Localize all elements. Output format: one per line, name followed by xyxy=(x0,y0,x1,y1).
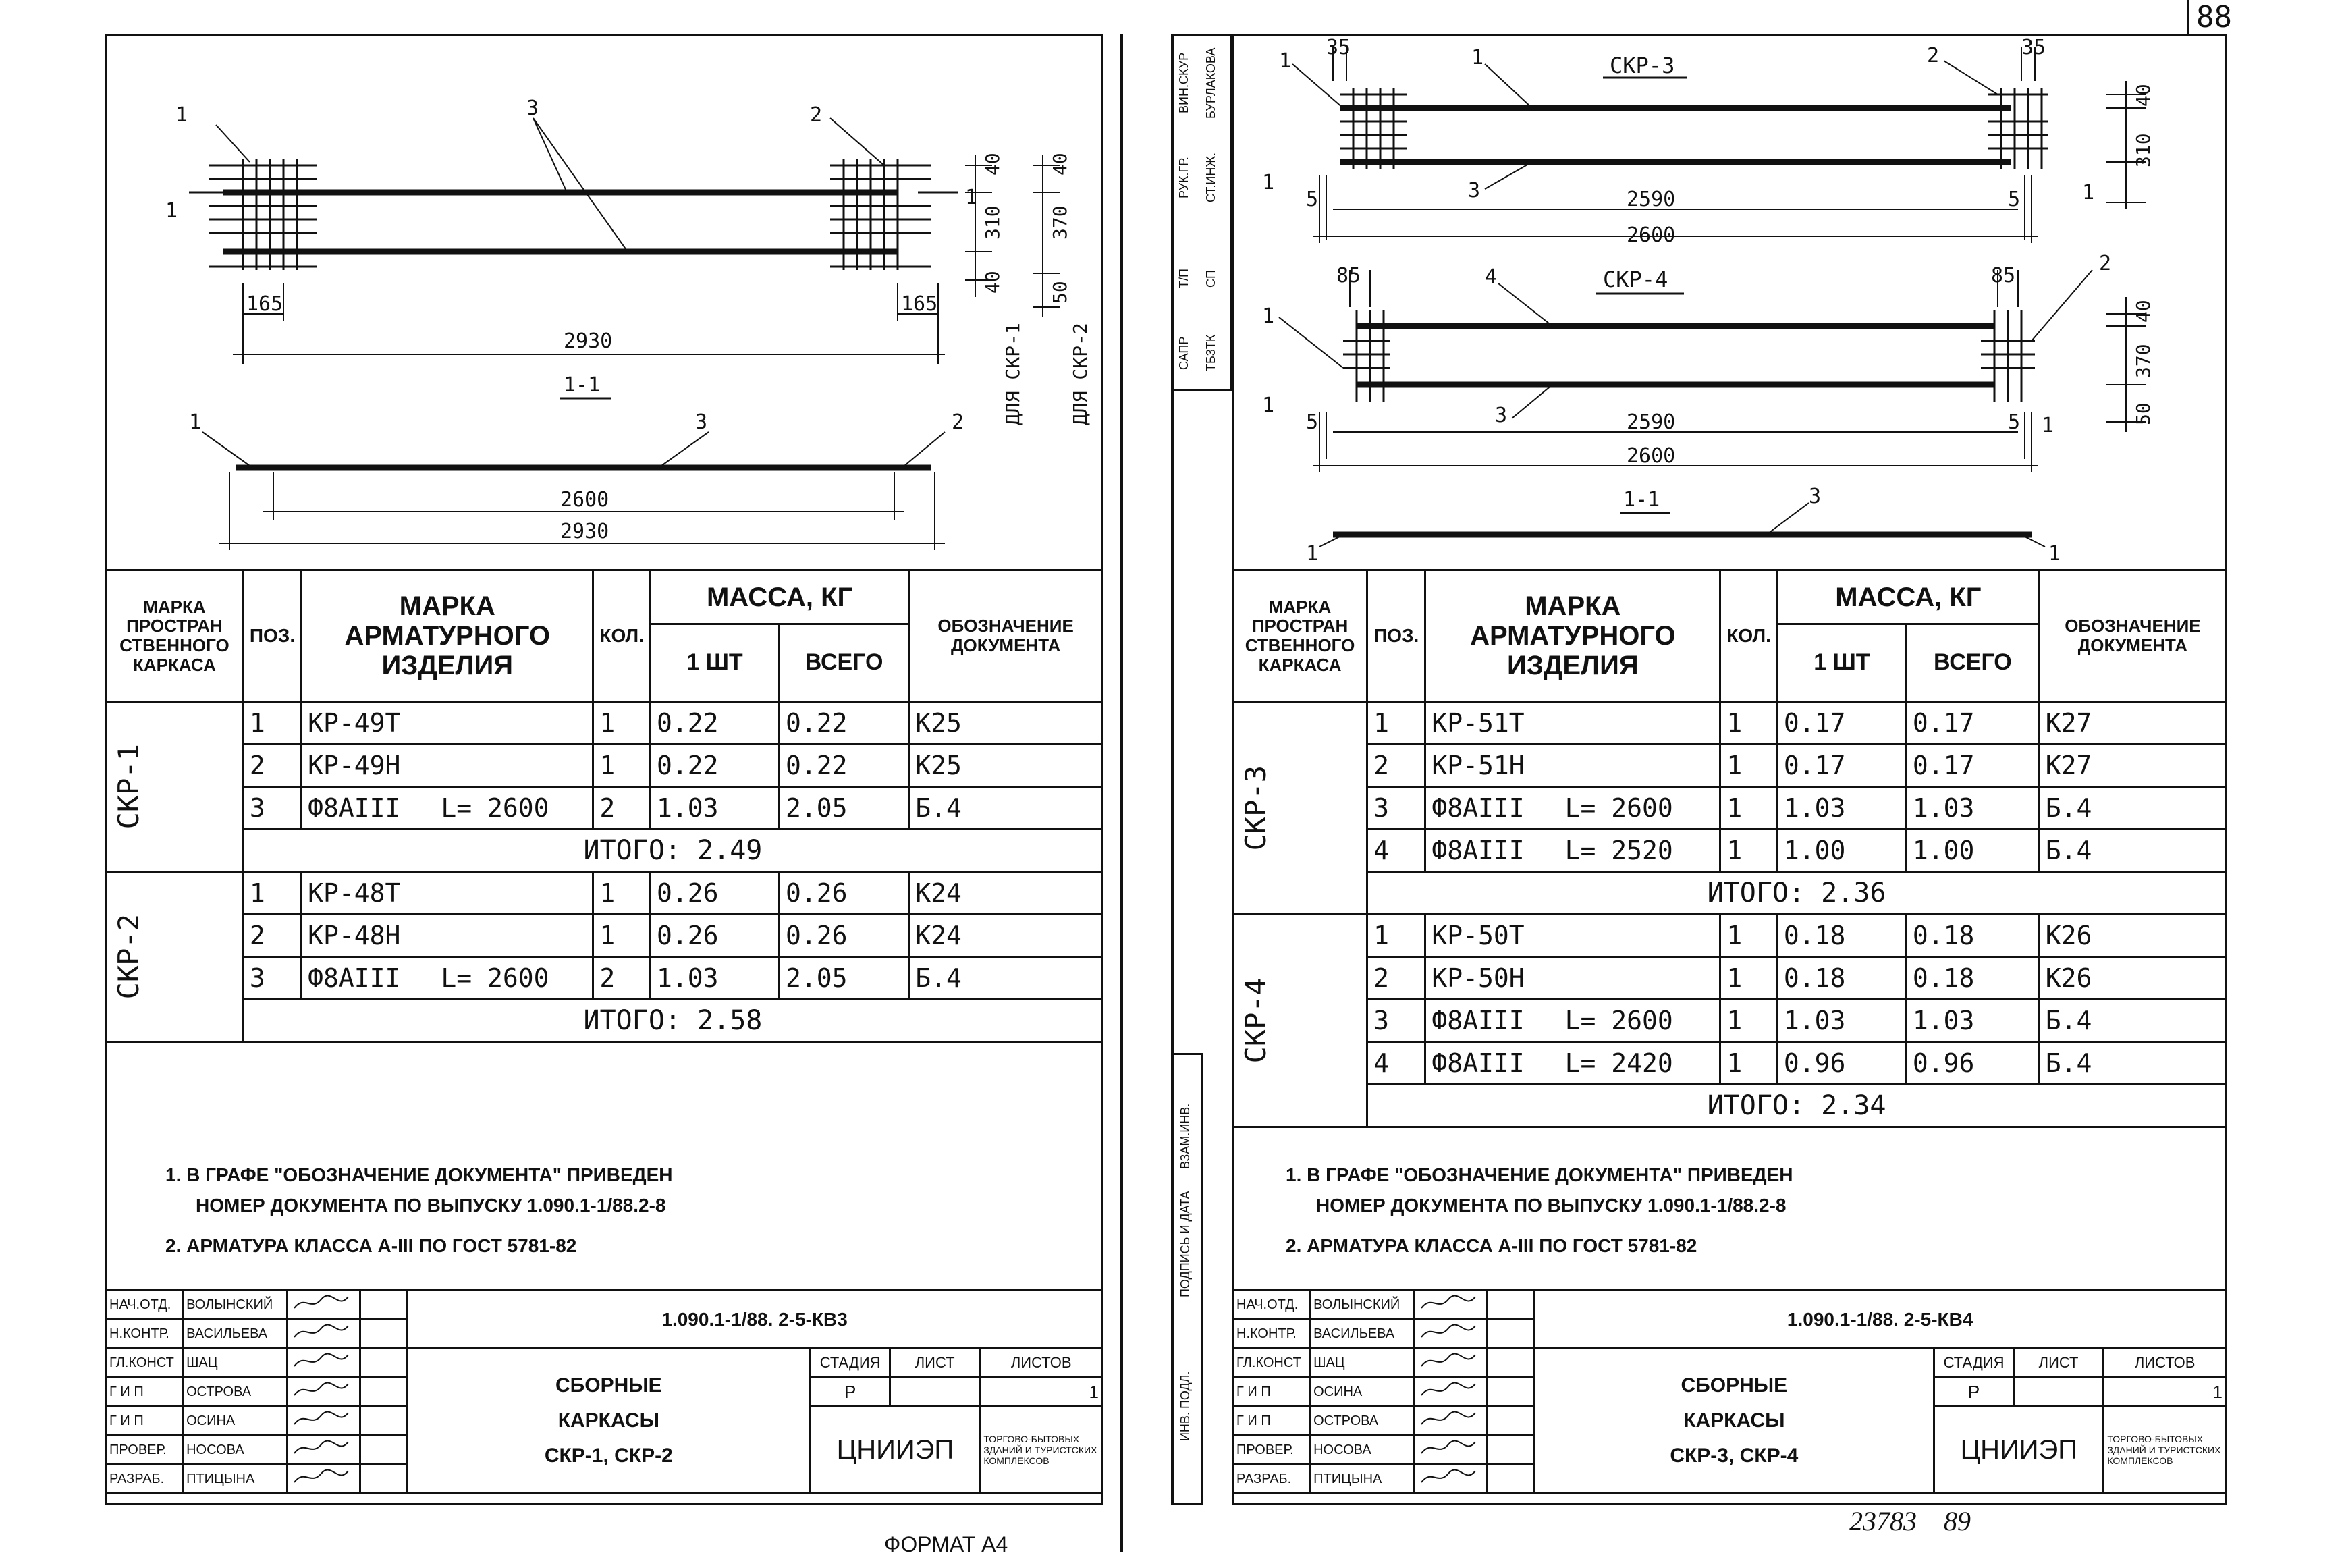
date-cell xyxy=(1487,1378,1533,1407)
skr3-c1a: 1 xyxy=(1279,49,1292,73)
doc-cell: Б.4 xyxy=(909,957,1103,1000)
qty-cell: 2 xyxy=(593,957,651,1000)
sec-dim-2600: 2600 xyxy=(560,488,609,512)
frame-mark-text: СКР-1 xyxy=(112,744,145,830)
title-skr3: СКР-3 xyxy=(1610,53,1675,78)
group-total: ИТОГО: 2.36 xyxy=(1367,872,2227,915)
stamp-role: НАЧ.ОТД. xyxy=(1233,1291,1310,1320)
approval-label: РУК.ГР. xyxy=(1177,157,1191,198)
signature xyxy=(1415,1407,1488,1436)
stamp-row xyxy=(1233,1349,2227,1378)
total-mass-cell: 0.26 xyxy=(780,872,909,915)
stamp-name: ПТИЦЫНА xyxy=(1310,1465,1415,1494)
total-mass-cell: 0.96 xyxy=(1906,1042,2039,1085)
doc-cell: Б.4 xyxy=(2039,787,2226,830)
skr3-d5b: 5 xyxy=(2008,188,2021,211)
qty-cell: 1 xyxy=(593,702,651,745)
stamp-role: ПРОВЕР. xyxy=(1233,1436,1310,1465)
approval-label: СТ.ИНЖ. xyxy=(1204,153,1218,202)
total-mass-cell: 1.03 xyxy=(1906,1000,2039,1042)
skr3-d35b: 35 xyxy=(2021,36,2046,59)
length-text: L= 2520 xyxy=(1564,836,1673,865)
skr4-c2: 2 xyxy=(2099,252,2112,275)
date-cell xyxy=(1487,1291,1533,1320)
skr4-d2590: 2590 xyxy=(1627,410,1676,434)
spec-row xyxy=(1233,745,2227,787)
skr3-c2a: 2 xyxy=(1927,44,1940,67)
stamp-role: Г И П xyxy=(1233,1378,1310,1407)
approval-label: БУРЛАКОВА xyxy=(1204,47,1218,119)
doc-cell: Б.4 xyxy=(909,787,1103,830)
pos-cell: 2 xyxy=(1367,745,1425,787)
skr3-d310: 310 xyxy=(2132,133,2154,167)
qty-cell: 1 xyxy=(1720,957,1778,1000)
group-total: ИТОГО: 2.58 xyxy=(243,1000,1102,1042)
document-code: 1.090.1-1/88. 2-5-КВ4 xyxy=(1534,1291,2227,1349)
unit-mass-cell: 0.17 xyxy=(1777,702,1906,745)
qty-cell: 1 xyxy=(1720,1000,1778,1042)
pos-cell: 1 xyxy=(243,702,301,745)
label-for-skr2: ДЛЯ СКР-2 xyxy=(1069,323,1091,425)
frame-mark-text: СКР-4 xyxy=(1239,977,1272,1064)
unit-mass-cell: 0.96 xyxy=(1777,1042,1906,1085)
spec-row xyxy=(1233,830,2227,872)
qty-cell: 1 xyxy=(1720,745,1778,787)
unit-mass-cell: 0.22 xyxy=(650,745,779,787)
skr4-d85a: 85 xyxy=(1336,264,1361,288)
pos-cell: 2 xyxy=(1367,957,1425,1000)
stamp-name: ВАСИЛЬЕВА xyxy=(183,1320,288,1349)
sec-callout-1: 1 xyxy=(189,410,202,434)
spec-row xyxy=(1233,702,2227,745)
skr3-d2590: 2590 xyxy=(1627,188,1676,211)
signature xyxy=(1415,1349,1488,1378)
skr3-elevation xyxy=(1262,36,2154,247)
stamp-role: ПРОВЕР. xyxy=(106,1436,183,1465)
r-header-frame: МАРКА ПРОСТРАН СТВЕННОГО КАРКАСА xyxy=(1233,570,1367,702)
mark-cell xyxy=(1425,830,1720,872)
r-header-total: ВСЕГО xyxy=(1906,624,2039,702)
signature xyxy=(1415,1378,1488,1407)
dim-50: 50 xyxy=(1049,281,1071,304)
section-title: 1-1 xyxy=(564,373,601,397)
stamp-name: ОСТРОВА xyxy=(1310,1407,1415,1436)
stamp-row xyxy=(1233,1291,2227,1320)
notes-space xyxy=(1233,1127,2227,1129)
skr4-d2600: 2600 xyxy=(1627,444,1676,468)
skr3-d40: 40 xyxy=(2132,84,2154,107)
mark-text: КР-48Т xyxy=(308,878,401,908)
length-text: L= 2420 xyxy=(1564,1048,1673,1078)
skr3-d35a: 35 xyxy=(1326,36,1351,59)
mark-cell xyxy=(1425,1000,1720,1042)
title-skr4: СКР-4 xyxy=(1603,267,1668,292)
margin-label: ВЗАМ.ИНВ. xyxy=(1178,1103,1192,1169)
title-line-2: КАРКАСЫ xyxy=(1683,1409,1785,1432)
title-line-3: СКР-3, СКР-4 xyxy=(1670,1444,1799,1467)
mark-text: Ф8АIII xyxy=(1432,793,1525,823)
frame-mark xyxy=(1233,915,1367,1127)
qty-cell: 1 xyxy=(593,745,651,787)
r-header-mark: МАРКА АРМАТУРНОГО ИЗДЕЛИЯ xyxy=(1425,570,1720,702)
stamp-name: ВОЛЫНСКИЙ xyxy=(1310,1291,1415,1320)
r-header-qty: КОЛ. xyxy=(1720,570,1778,702)
group-total: ИТОГО: 2.49 xyxy=(243,830,1102,872)
pos-cell: 2 xyxy=(243,745,301,787)
total-mass-cell: 1.00 xyxy=(1906,830,2039,872)
sheet-value xyxy=(2013,1378,2104,1407)
mark-text: Ф8АIII xyxy=(1432,836,1525,865)
header-doc: ОБОЗНАЧЕНИЕ ДОКУМЕНТА xyxy=(909,570,1103,702)
header-pos: ПОЗ. xyxy=(243,570,301,702)
signature xyxy=(1415,1291,1488,1320)
unit-mass-cell: 1.03 xyxy=(1777,1000,1906,1042)
mark-text: Ф8АIII xyxy=(1432,1006,1525,1035)
unit-mass-cell: 1.03 xyxy=(650,787,779,830)
total-mass-cell: 2.05 xyxy=(780,787,909,830)
header-frame: МАРКА ПРОСТРАН СТВЕННОГО КАРКАСА xyxy=(106,570,244,702)
unit-mass-cell: 0.17 xyxy=(1777,745,1906,787)
stamp-name: ВАСИЛЬЕВА xyxy=(1310,1320,1415,1349)
stamp-role: Н.КОНТР. xyxy=(1233,1320,1310,1349)
total-mass-cell: 0.22 xyxy=(780,702,909,745)
r-header-unit: 1 ШТ xyxy=(1777,624,1906,702)
organization-description: ТОРГОВО-БЫТОВЫХ ЗДАНИЙ И ТУРИСТСКИХ КОМПЛЕКСОВ xyxy=(2104,1407,2227,1494)
mark-text: КР-49Т xyxy=(308,708,401,738)
stamp-name: ОСИНА xyxy=(1310,1378,1415,1407)
pos-cell: 1 xyxy=(1367,915,1425,957)
note-2: 2. АРМАТУРА КЛАССА А-III ПО ГОСТ 5781-82 xyxy=(165,1235,577,1256)
mark-text: Ф8АIII xyxy=(308,793,401,823)
pos-cell: 4 xyxy=(1367,1042,1425,1085)
sheets-value: 1 xyxy=(980,1378,1103,1407)
group-total-row xyxy=(1233,872,2227,915)
header-unit: 1 ШТ xyxy=(650,624,779,702)
date-cell xyxy=(1487,1320,1533,1349)
skr4-d50: 50 xyxy=(2132,402,2154,425)
title-line-3: СКР-1, СКР-2 xyxy=(544,1444,673,1467)
section-mark-right: 1 xyxy=(965,186,978,209)
sheets-value: 1 xyxy=(2104,1378,2227,1407)
skr4-elevation xyxy=(1262,252,2154,472)
total-mass-cell: 0.26 xyxy=(780,915,909,957)
title-line-2: КАРКАСЫ xyxy=(557,1409,659,1432)
unit-mass-cell: 0.18 xyxy=(1777,915,1906,957)
qty-cell: 1 xyxy=(1720,702,1778,745)
pos-cell: 1 xyxy=(243,872,301,915)
stamp-header-stage_h: СТАДИЯ xyxy=(1934,1349,2014,1378)
mark-text: КР-50Т xyxy=(1432,921,1525,950)
stamp-role: Н.КОНТР. xyxy=(106,1320,183,1349)
skr3-sec-mark-l: 1 xyxy=(1262,171,1275,194)
stamp-name: ВОЛЫНСКИЙ xyxy=(183,1291,288,1320)
qty-cell: 1 xyxy=(1720,830,1778,872)
doc-cell: Б.4 xyxy=(2039,1042,2226,1085)
skr4-sec-mark-r: 1 xyxy=(2042,414,2054,437)
stamp-name: ШАЦ xyxy=(183,1349,288,1378)
skr4-c1: 1 xyxy=(1262,304,1275,328)
approval-label: САПР xyxy=(1177,336,1191,370)
approval-label: ТБ3ТК xyxy=(1204,334,1218,372)
section-mark-left: 1 xyxy=(165,199,178,223)
date-cell xyxy=(1487,1436,1533,1465)
callout-3: 3 xyxy=(526,97,539,120)
mark-cell xyxy=(1425,915,1720,957)
right-spec-table xyxy=(1232,569,2227,1128)
r-note-2: 2. АРМАТУРА КЛАССА А-III ПО ГОСТ 5781-82 xyxy=(1286,1235,1697,1256)
mark-text: КР-51Т xyxy=(1432,708,1525,738)
right-sec-c1b: 1 xyxy=(2048,542,2061,566)
qty-cell: 1 xyxy=(1720,915,1778,957)
length-text: L= 2600 xyxy=(441,793,549,823)
doc-cell: К24 xyxy=(909,915,1103,957)
skr3-sec-mark-r: 1 xyxy=(2082,181,2095,205)
skr4-d40: 40 xyxy=(2132,300,2154,323)
stamp-name: ОСТРОВА xyxy=(183,1378,288,1407)
qty-cell: 1 xyxy=(593,915,651,957)
total-mass-cell: 0.18 xyxy=(1906,915,2039,957)
unit-mass-cell: 0.22 xyxy=(650,702,779,745)
stamp-role: ГЛ.КОНСТ xyxy=(106,1349,183,1378)
stamp-name: НОСОВА xyxy=(1310,1436,1415,1465)
mark-cell xyxy=(1425,957,1720,1000)
skr4-d85b: 85 xyxy=(1991,264,2016,288)
stamp-header-stage_h: СТАДИЯ xyxy=(811,1349,890,1378)
dim-165-right: 165 xyxy=(901,292,938,316)
unit-mass-cell: 0.26 xyxy=(650,872,779,915)
mark-text: КР-51Н xyxy=(1432,751,1525,780)
r-header-doc: ОБОЗНАЧЕНИЕ ДОКУМЕНТА xyxy=(2039,570,2226,702)
mark-text: КР-48Н xyxy=(308,921,401,950)
spec-row xyxy=(1233,1000,2227,1042)
frame-mark-text: СКР-3 xyxy=(1239,765,1272,851)
r-note-1-cont: НОМЕР ДОКУМЕНТА ПО ВЫПУСКУ 1.090.1-1/88.2-8 xyxy=(1316,1195,1787,1216)
skr4-c3: 3 xyxy=(1495,404,1508,427)
dim-310: 310 xyxy=(981,205,1004,240)
date-cell xyxy=(1487,1349,1533,1378)
header-mark: МАРКА АРМАТУРНОГО ИЗДЕЛИЯ xyxy=(302,570,593,702)
unit-mass-cell: 0.26 xyxy=(650,915,779,957)
date-cell xyxy=(1487,1407,1533,1436)
unit-mass-cell: 1.00 xyxy=(1777,830,1906,872)
margin-label: ПОДПИСЬ И ДАТА xyxy=(1178,1191,1192,1297)
total-mass-cell: 0.22 xyxy=(780,745,909,787)
label-for-skr1: ДЛЯ СКР-1 xyxy=(1002,323,1024,425)
total-mass-cell: 0.17 xyxy=(1906,745,2039,787)
spec-row xyxy=(1233,957,2227,1000)
doc-cell: К26 xyxy=(2039,957,2226,1000)
doc-cell: К25 xyxy=(909,702,1103,745)
qty-cell: 1 xyxy=(1720,787,1778,830)
stamp-header-sheets_h: ЛИСТОВ xyxy=(2104,1349,2227,1378)
pos-cell: 3 xyxy=(1367,787,1425,830)
doc-cell: К27 xyxy=(2039,702,2226,745)
signature xyxy=(1415,1436,1488,1465)
archive-page: 89 xyxy=(1944,1506,1971,1536)
stamp-role: РАЗРАБ. xyxy=(1233,1465,1310,1494)
r-header-pos: ПОЗ. xyxy=(1367,570,1425,702)
dim-40-c: 40 xyxy=(1049,153,1071,175)
mark-cell xyxy=(1425,1042,1720,1085)
qty-cell: 1 xyxy=(1720,1042,1778,1085)
doc-cell: Б.4 xyxy=(2039,1000,2226,1042)
doc-cell: К26 xyxy=(2039,915,2226,957)
margin-label: ИНВ. ПОДЛ. xyxy=(1178,1371,1192,1441)
r-note-1: 1. В ГРАФЕ "ОБОЗНАЧЕНИЕ ДОКУМЕНТА" ПРИВЕДЕН xyxy=(1286,1164,1793,1185)
total-mass-cell: 1.03 xyxy=(1906,787,2039,830)
archive-number-main: 23783 xyxy=(1849,1506,1917,1536)
skr3-d5a: 5 xyxy=(1306,188,1319,211)
stamp-header-sheet_h: ЛИСТ xyxy=(2013,1349,2104,1378)
frame-mark xyxy=(1233,702,1367,915)
pos-cell: 1 xyxy=(1367,702,1425,745)
date-cell xyxy=(1487,1465,1533,1494)
sec-callout-3: 3 xyxy=(695,410,708,434)
spec-row xyxy=(1233,787,2227,830)
pos-cell: 3 xyxy=(243,787,301,830)
right-sec-c3: 3 xyxy=(1809,485,1822,508)
drawing-title xyxy=(1534,1349,1934,1494)
unit-mass-cell: 1.03 xyxy=(1777,787,1906,830)
sec-dim-2930: 2930 xyxy=(560,520,609,543)
approval-label: Т/П xyxy=(1177,269,1191,289)
length-text: L= 2600 xyxy=(1564,1006,1673,1035)
page-number: 88 xyxy=(2187,0,2232,34)
stage-value: Р xyxy=(811,1378,890,1407)
doc-cell: К27 xyxy=(2039,745,2226,787)
group-total-row xyxy=(1233,1085,2227,1127)
spec-row xyxy=(1233,1042,2227,1085)
mark-text: Ф8АIII xyxy=(1432,1048,1525,1078)
title-line-1: СБОРНЫЕ xyxy=(1681,1374,1788,1397)
document-code: 1.090.1-1/88. 2-5-КВ3 xyxy=(407,1291,1103,1349)
group-total: ИТОГО: 2.34 xyxy=(1367,1085,2227,1127)
sec-callout-2: 2 xyxy=(952,410,964,434)
skr4-c4: 4 xyxy=(1485,265,1498,289)
total-mass-cell: 2.05 xyxy=(780,957,909,1000)
doc-cell: К24 xyxy=(909,872,1103,915)
qty-cell: 2 xyxy=(593,787,651,830)
mark-cell xyxy=(1425,702,1720,745)
stamp-role: Г И П xyxy=(106,1407,183,1436)
skr4-d5a: 5 xyxy=(1306,410,1319,434)
stamp-name: ШАЦ xyxy=(1310,1349,1415,1378)
stamp-header-sheets_h: ЛИСТОВ xyxy=(980,1349,1103,1378)
format-label: ФОРМАТ А4 xyxy=(884,1532,1008,1557)
length-text: L= 2600 xyxy=(1564,793,1673,823)
mark-cell xyxy=(1425,745,1720,787)
doc-cell: К25 xyxy=(909,745,1103,787)
pos-cell: 3 xyxy=(243,957,301,1000)
dim-370: 370 xyxy=(1049,205,1071,240)
organization: ЦНИИЭП xyxy=(1934,1407,2104,1494)
title-line-1: СБОРНЫЕ xyxy=(555,1374,662,1397)
unit-mass-cell: 1.03 xyxy=(650,957,779,1000)
r-header-mass: МАССА, КГ xyxy=(1777,570,2039,624)
note-1-cont: НОМЕР ДОКУМЕНТА ПО ВЫПУСКУ 1.090.1-1/88.2-8 xyxy=(196,1195,666,1216)
length-text: L= 2600 xyxy=(441,963,549,993)
header-qty: КОЛ. xyxy=(593,570,651,702)
right-sec-c1a: 1 xyxy=(1306,542,1319,566)
pos-cell: 3 xyxy=(1367,1000,1425,1042)
mark-cell xyxy=(1425,787,1720,830)
dim-165-left: 165 xyxy=(246,292,283,316)
stamp-name: ОСИНА xyxy=(183,1407,288,1436)
skr3-c1b: 1 xyxy=(1471,46,1484,70)
right-section xyxy=(1306,485,2061,566)
skr3-c3a: 3 xyxy=(1468,179,1481,202)
mark-text: КР-50Н xyxy=(1432,963,1525,993)
organization-description: ТОРГОВО-БЫТОВЫХ ЗДАНИЙ И ТУРИСТСКИХ КОМПЛЕКСОВ xyxy=(980,1407,1103,1494)
organization: ЦНИИЭП xyxy=(811,1407,980,1494)
mark-text: Ф8АIII xyxy=(308,963,401,993)
skr3-d2600: 2600 xyxy=(1627,223,1676,247)
note-1: 1. В ГРАФЕ "ОБОЗНАЧЕНИЕ ДОКУМЕНТА" ПРИВЕДЕН xyxy=(165,1164,673,1185)
stage-value: Р xyxy=(1934,1378,2014,1407)
callout-1: 1 xyxy=(175,103,188,127)
pos-cell: 4 xyxy=(1367,830,1425,872)
dim-40-a: 40 xyxy=(981,153,1004,175)
pos-cell: 2 xyxy=(243,915,301,957)
unit-mass-cell: 0.18 xyxy=(1777,957,1906,1000)
total-mass-cell: 0.17 xyxy=(1906,702,2039,745)
frame-mark-text: СКР-2 xyxy=(112,914,145,1000)
dim-40-b: 40 xyxy=(981,271,1004,294)
stamp-header-sheet_h: ЛИСТ xyxy=(890,1349,980,1378)
total-mass-cell: 0.18 xyxy=(1906,957,2039,1000)
approval-label: СП xyxy=(1204,270,1218,288)
spec-row xyxy=(1233,915,2227,957)
stamp-role: НАЧ.ОТД. xyxy=(106,1291,183,1320)
signature xyxy=(1415,1465,1488,1494)
stamp-role: РАЗРАБ. xyxy=(106,1465,183,1494)
header-total: ВСЕГО xyxy=(780,624,909,702)
qty-cell: 1 xyxy=(593,872,651,915)
skr4-d5b: 5 xyxy=(2008,410,2021,434)
approval-label: ВИН.СКУР xyxy=(1177,52,1191,114)
skr4-d370: 370 xyxy=(2132,344,2154,378)
right-title-block xyxy=(1232,1289,2227,1494)
archive-number xyxy=(1849,1505,1971,1537)
skr4-sec-mark-l: 1 xyxy=(1262,394,1275,417)
stamp-role: Г И П xyxy=(1233,1407,1310,1436)
dim-2930: 2930 xyxy=(564,329,613,353)
mark-text: КР-49Н xyxy=(308,751,401,780)
stamp-name: ПТИЦЫНА xyxy=(183,1465,288,1494)
signature xyxy=(1415,1320,1488,1349)
doc-cell: Б.4 xyxy=(2039,830,2226,872)
stamp-role: ГЛ.КОНСТ xyxy=(1233,1349,1310,1378)
stamp-name: НОСОВА xyxy=(183,1436,288,1465)
header-mass: МАССА, КГ xyxy=(650,570,908,624)
callout-2: 2 xyxy=(810,103,823,127)
right-section-title: 1-1 xyxy=(1623,488,1660,512)
stamp-role: Г И П xyxy=(106,1378,183,1407)
